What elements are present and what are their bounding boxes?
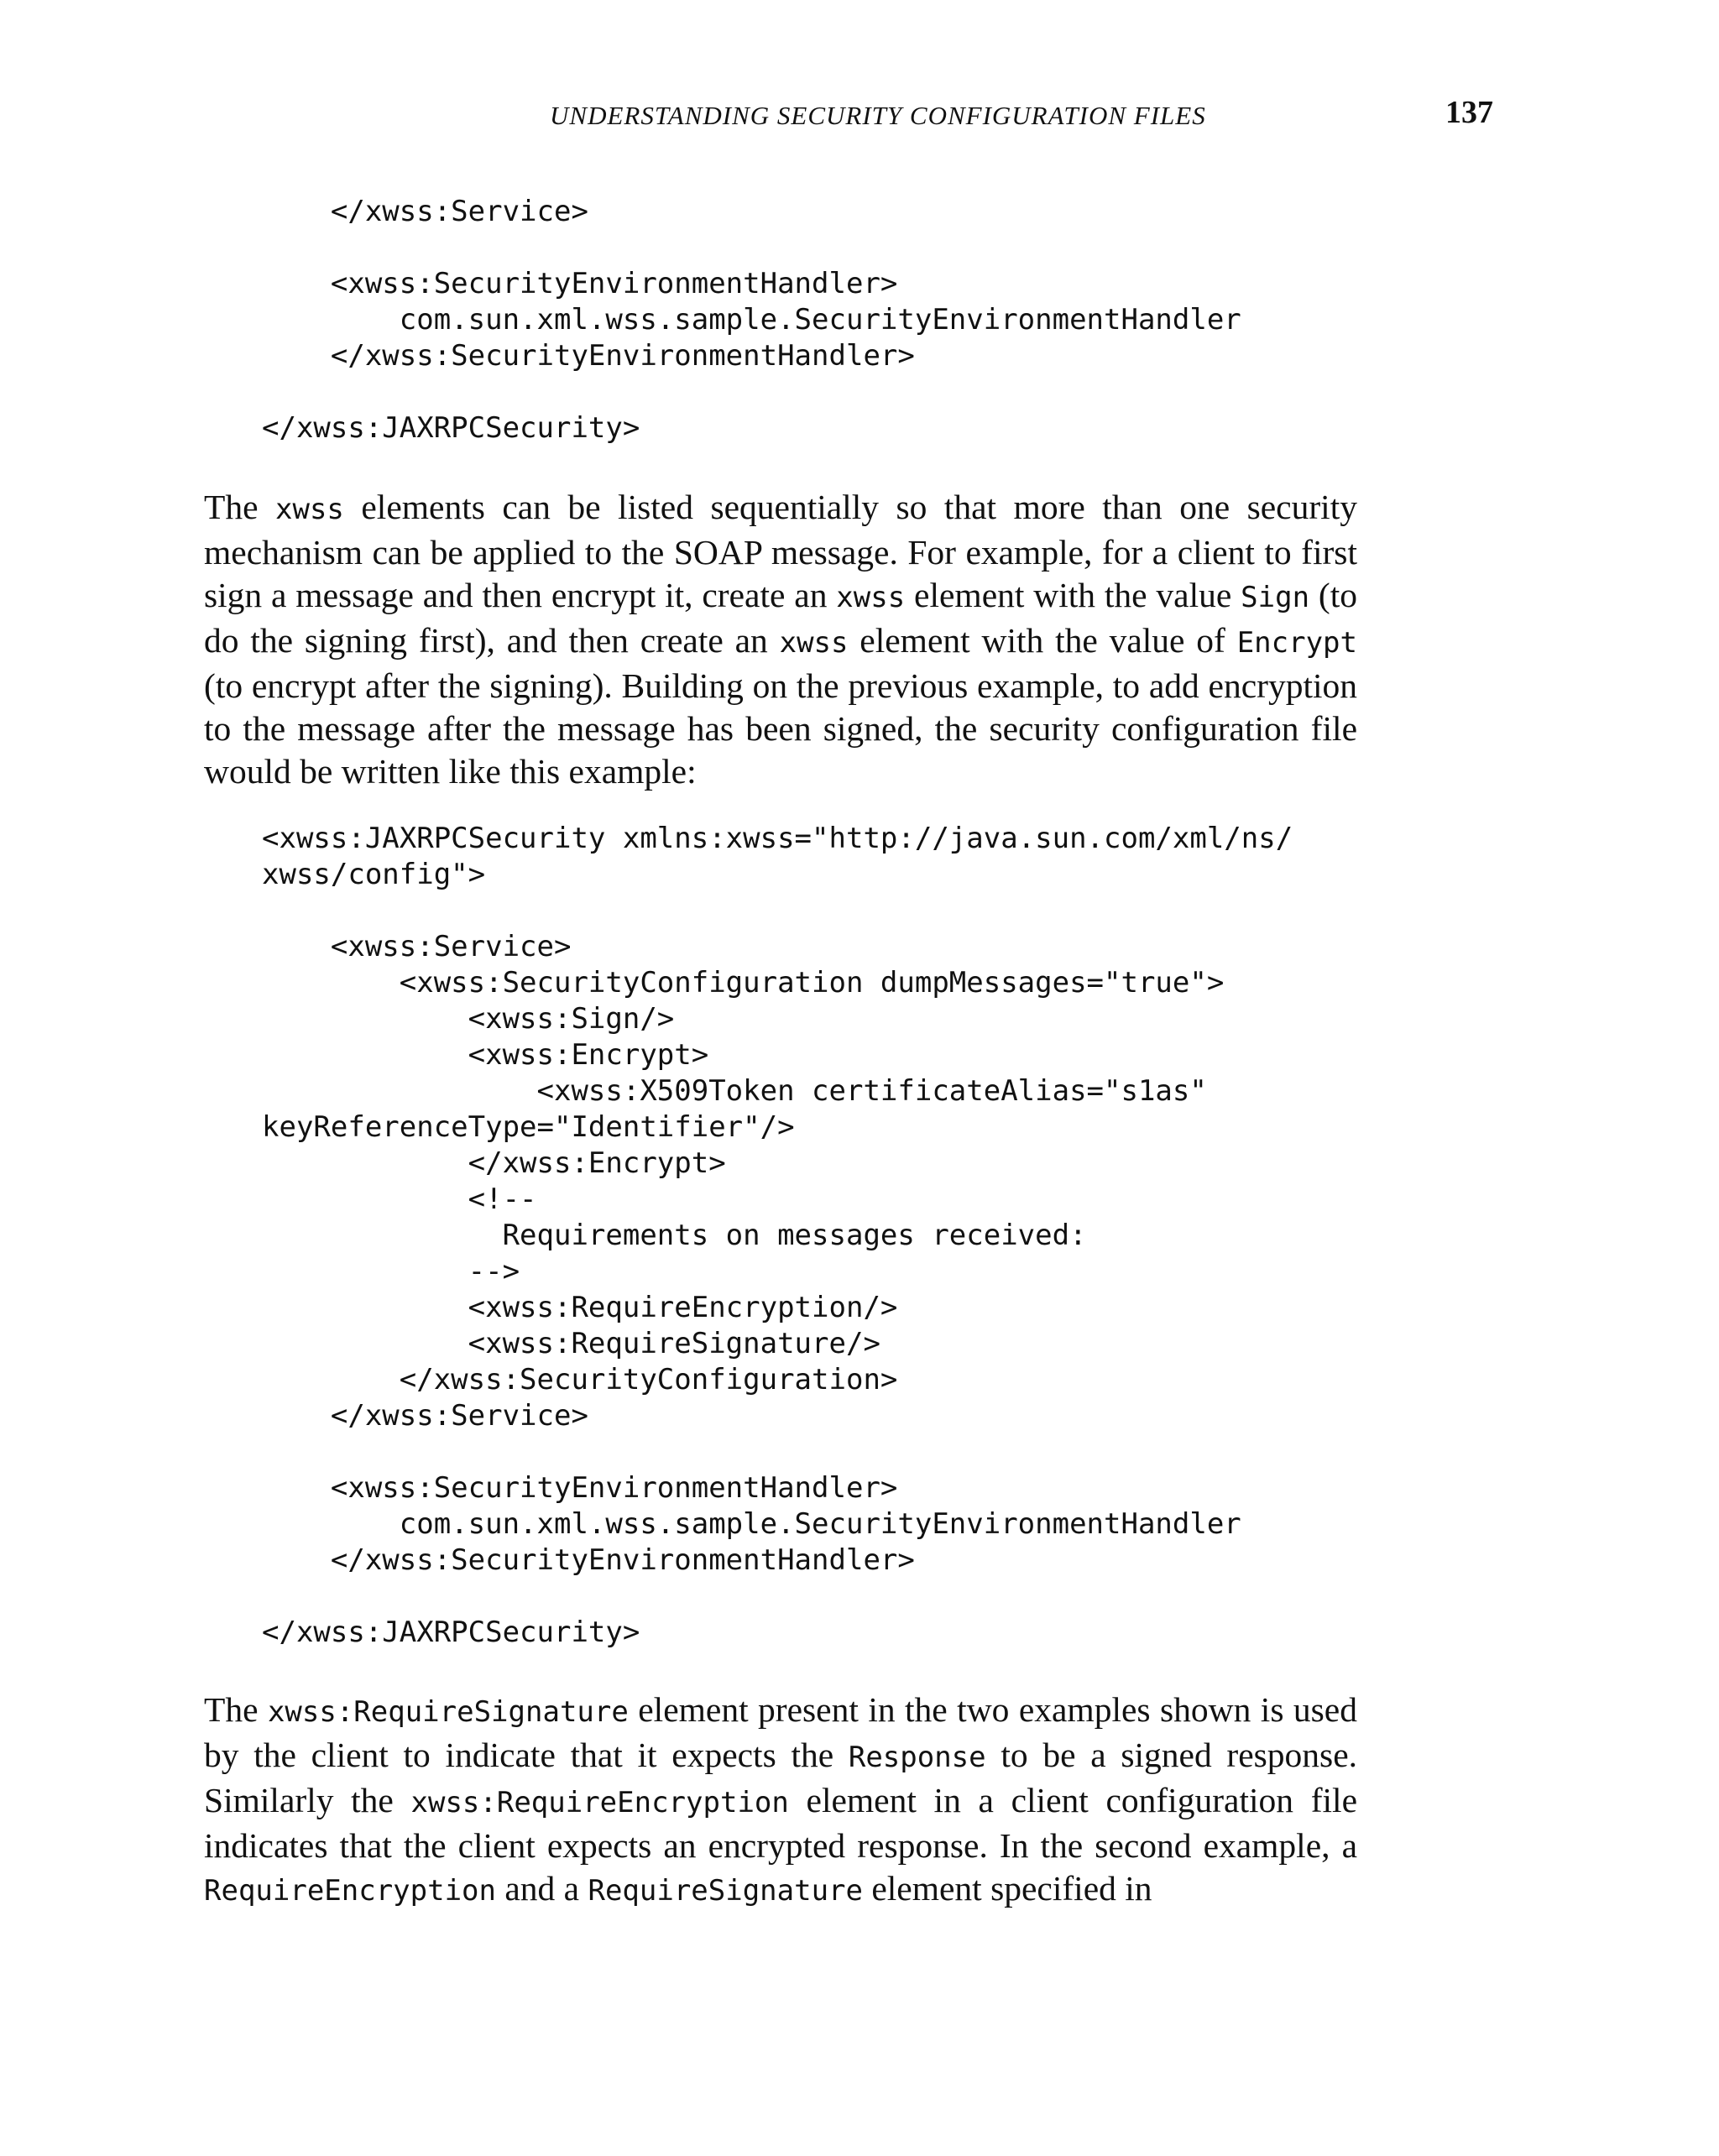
inline-code: RequireEncryption: [204, 1874, 496, 1908]
code-block: [262, 194, 1521, 446]
text-run: to be a signed response. Similarly the: [204, 1736, 1357, 1819]
inline-code: Sign: [1241, 581, 1310, 614]
text-run: The: [204, 1690, 268, 1729]
code-line: <xwss:Sign/>: [262, 1002, 675, 1036]
code-line: <!--: [262, 1182, 537, 1216]
code-line: </xwss:Service>: [262, 195, 588, 228]
code-line: </xwss:SecurityConfiguration>: [262, 1363, 898, 1396]
code-line: </xwss:Service>: [262, 1399, 588, 1433]
code-line: <xwss:RequireEncryption/>: [262, 1291, 898, 1324]
code-line: </xwss:JAXRPCSecurity>: [262, 411, 640, 445]
code-line: -->: [262, 1255, 520, 1288]
body-paragraph: [204, 1689, 1357, 1913]
code-line: </xwss:JAXRPCSecurity>: [262, 1616, 640, 1649]
text-run: element present in the two examples shown is used by the client to indicate that it expects the: [204, 1690, 1357, 1774]
inline-code: xwss:RequireEncryption: [410, 1786, 789, 1819]
code-line: <xwss:SecurityEnvironmentHandler>: [262, 267, 898, 300]
code-line: <xwss:JAXRPCSecurity xmlns:xwss="http://java.sun.com/xml/ns/: [262, 822, 1293, 855]
code-line: <xwss:Service>: [262, 930, 572, 963]
code-line: com.sun.xml.wss.sample.SecurityEnvironmentHandler: [262, 1507, 1241, 1541]
text-run: element in a client configuration file indicates that the client expects an encrypted response. In the second example, a: [204, 1781, 1357, 1865]
code-line: </xwss:SecurityEnvironmentHandler>: [262, 339, 915, 373]
text-run: element specified in: [862, 1869, 1152, 1908]
text-run: The: [204, 488, 275, 526]
code-line: </xwss:SecurityEnvironmentHandler>: [262, 1543, 915, 1577]
code-line: <xwss:SecurityEnvironmentHandler>: [262, 1471, 898, 1505]
code-block: [262, 821, 1521, 1651]
text-run: (to do the signing first), and then create an: [204, 576, 1357, 660]
inline-code: xwss:RequireSignature: [267, 1695, 629, 1729]
code-line: keyReferenceType="Identifier"/>: [262, 1110, 795, 1144]
inline-code: xwss: [275, 493, 344, 526]
code-line: <xwss:RequireSignature/>: [262, 1327, 880, 1360]
body-paragraph: [204, 486, 1357, 793]
code-line: <xwss:SecurityConfiguration dumpMessages="true">: [262, 966, 1225, 1000]
text-run: element with the value: [905, 576, 1241, 614]
running-header: UNDERSTANDING SECURITY CONFIGURATION FILES: [550, 101, 1206, 130]
code-line: <xwss:X509Token certificateAlias="s1as": [262, 1074, 1207, 1108]
inline-code: Encrypt: [1236, 626, 1357, 660]
inline-code: Response: [848, 1741, 986, 1774]
code-line: xwss/config">: [262, 858, 486, 891]
code-line: Requirements on messages received:: [262, 1219, 1087, 1252]
code-line: <xwss:Encrypt>: [262, 1038, 709, 1072]
code-line: com.sun.xml.wss.sample.SecurityEnvironmentHandler: [262, 303, 1241, 337]
text-run: (to encrypt after the signing). Building on the previous example, to add encryption to the message after the message has been signed, the security configuration file would be written like this example:: [204, 666, 1357, 791]
inline-code: xwss: [836, 581, 906, 614]
inline-code: RequireSignature: [588, 1874, 863, 1908]
page-number: 137: [1445, 95, 1493, 130]
code-line: </xwss:Encrypt>: [262, 1146, 726, 1180]
text-run: and a: [496, 1869, 588, 1908]
text-run: elements can be listed sequentially so that more than one security mechanism can be applied to the SOAP message. For example, for a client to first sign a message and then encrypt it, create an: [204, 488, 1357, 614]
text-run: element with the value of: [848, 621, 1237, 660]
inline-code: xwss: [779, 626, 849, 660]
